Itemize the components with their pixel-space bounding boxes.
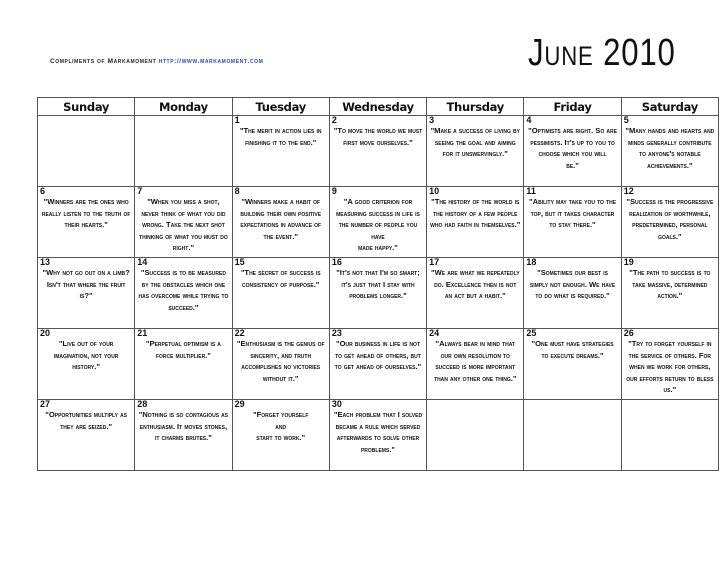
daily-quote: "The secret of success is consistency of purpose." — [240, 268, 321, 289]
daily-quote: "The merit in action lies in finishing it to the end." — [239, 126, 322, 147]
weekday-tuesday: Tuesday — [232, 98, 329, 116]
day-cell — [38, 329, 135, 400]
day-number: 5 — [623, 115, 629, 125]
day-number: 3 — [429, 115, 435, 125]
weekday-thursday: Thursday — [427, 98, 524, 116]
day-cell — [232, 258, 329, 329]
day-number: 7 — [137, 186, 143, 196]
day-cell — [329, 187, 426, 258]
daily-quote: "To move the world we must first move ourselves." — [333, 126, 423, 147]
daily-quote: "Opportunities multiply as they are seized." — [45, 410, 128, 431]
day-number: 16 — [331, 257, 342, 267]
daily-quote: "The path to success is to take massive, determined action." — [629, 268, 711, 301]
weekday-header-row — [38, 98, 719, 116]
day-number: 25 — [526, 328, 537, 338]
weekday-sunday: Sunday — [38, 98, 135, 116]
week-row — [38, 329, 719, 400]
day-cell — [621, 116, 718, 187]
credit-line — [50, 58, 263, 65]
day-number: 30 — [331, 399, 342, 409]
empty-cell — [427, 400, 524, 471]
daily-quote: "Make a success of living by seeing the goal and aiming for it unswervingly." — [430, 126, 520, 159]
day-cell — [38, 400, 135, 471]
daily-quote: "Ability may take you to the top, but it takes character to stay there." — [529, 197, 617, 230]
day-cell — [135, 329, 232, 400]
day-number: 18 — [526, 257, 537, 267]
day-number: 9 — [331, 186, 337, 196]
daily-quote: "Enthusiasm is the genius of sincerity, and truth accomplishes no victories without it." — [236, 339, 325, 383]
day-number: 17 — [429, 257, 440, 267]
day-number: 4 — [526, 115, 532, 125]
daily-quote: "Always bear in mind that our own resolution to succeed is more important than any other one thing." — [434, 339, 517, 383]
day-cell — [232, 187, 329, 258]
day-cell — [524, 116, 621, 187]
day-number: 22 — [234, 328, 245, 338]
day-cell — [524, 258, 621, 329]
day-number: 23 — [331, 328, 342, 338]
daily-quote: "Perpetual optimism is a force multiplier." — [145, 339, 221, 360]
day-cell — [621, 329, 718, 400]
credit-text: Compliments of Markamoment — [50, 58, 157, 65]
empty-cell — [621, 400, 718, 471]
day-cell — [38, 258, 135, 329]
daily-quote: "Winners make a habit of building their own positive expectations in advance of the event." — [240, 197, 322, 241]
empty-cell — [38, 116, 135, 187]
day-cell — [524, 187, 621, 258]
day-cell — [621, 258, 718, 329]
day-number: 1 — [234, 115, 240, 125]
day-cell — [621, 187, 718, 258]
weekday-wednesday: Wednesday — [329, 98, 426, 116]
day-cell — [427, 329, 524, 400]
day-cell — [329, 258, 426, 329]
day-cell — [329, 116, 426, 187]
weekday-monday: Monday — [135, 98, 232, 116]
day-cell — [38, 187, 135, 258]
daily-quote: "Optimists are right. So are pessimists. It's up to you to choose which you will be." — [528, 126, 617, 170]
calendar-grid — [37, 97, 719, 471]
day-cell — [135, 400, 232, 471]
day-cell — [427, 187, 524, 258]
day-cell — [232, 400, 329, 471]
day-cell — [524, 329, 621, 400]
daily-quote: "It's not that I'm so smart; it's just that I stay with problems longer." — [336, 268, 420, 301]
daily-quote: "A good criterion for measuring success in life is the number of people you have made happy." — [336, 197, 420, 253]
daily-quote: "When you miss a shot, never think of what you did wrong. Take the next shot thinking of what you must do right." — [139, 197, 228, 253]
daily-quote: "Each problem that I solved became a rule which served afterwards to solve other problems." — [333, 410, 423, 454]
day-cell — [232, 116, 329, 187]
empty-cell — [524, 400, 621, 471]
daily-quote: "We are what we repeatedly do. Excellence then is not an act but a habit." — [430, 268, 520, 301]
day-cell — [427, 258, 524, 329]
daily-quote: "Many hands and hearts and minds generally contribute to anyone's notable achievements." — [625, 126, 715, 170]
day-cell — [135, 187, 232, 258]
day-number: 14 — [137, 257, 148, 267]
daily-quote: "Success is to be measured by the obstacles which one has overcome while trying to succeed." — [138, 268, 229, 312]
day-number: 21 — [137, 328, 148, 338]
daily-quote: "Success is the progressive realization of worthwhile, predetermined, personal goals." — [626, 197, 714, 241]
weekday-saturday: Saturday — [621, 98, 718, 116]
day-cell — [135, 258, 232, 329]
website-link[interactable]: http://www.markamoment.com — [158, 58, 264, 65]
day-number: 13 — [40, 257, 51, 267]
day-number: 2 — [331, 115, 337, 125]
week-row — [38, 258, 719, 329]
daily-quote: "Our business in life is not to get ahead of others, but to get ahead of ourselves." — [334, 339, 422, 372]
week-row — [38, 187, 719, 258]
day-number: 26 — [623, 328, 634, 338]
day-number: 12 — [623, 186, 634, 196]
week-row — [38, 400, 719, 471]
daily-quote: "Why not go out on a limb? Isn't that where the fruit is?" — [42, 268, 130, 301]
daily-quote: "Forget yourself and start to work." — [253, 410, 309, 443]
day-number: 24 — [429, 328, 440, 338]
day-number: 6 — [40, 186, 46, 196]
day-number: 11 — [526, 186, 536, 196]
daily-quote: "One must have strategies to execute dreams." — [531, 339, 614, 360]
daily-quote: "The history of the world is the history of a few people who had faith in themselves." — [430, 197, 521, 230]
day-number: 20 — [40, 328, 51, 338]
page-title: June 2010 — [528, 32, 676, 74]
daily-quote: "Nothing is so contagious as enthusiasm. It moves stones, it charms brutes." — [138, 410, 229, 443]
day-number: 8 — [234, 186, 240, 196]
day-cell — [329, 329, 426, 400]
daily-quote: "Sometimes our best is simply not enough. We have to do what is required." — [529, 268, 616, 301]
day-number: 15 — [234, 257, 245, 267]
day-cell — [329, 400, 426, 471]
day-number: 28 — [137, 399, 148, 409]
day-number: 19 — [623, 257, 634, 267]
day-cell — [232, 329, 329, 400]
week-row — [38, 116, 719, 187]
day-cell — [427, 116, 524, 187]
daily-quote: "Try to forget yourself in the service of others. For when we work for others, our efforts return to bless us." — [626, 339, 714, 395]
daily-quote: "Live out of your imagination, not your history." — [53, 339, 119, 372]
day-number: 10 — [429, 186, 440, 196]
day-number: 29 — [234, 399, 245, 409]
empty-cell — [135, 116, 232, 187]
day-number: 27 — [40, 399, 51, 409]
weekday-friday: Friday — [524, 98, 621, 116]
daily-quote: "Winners are the ones who really listen to the truth of their hearts." — [41, 197, 131, 230]
